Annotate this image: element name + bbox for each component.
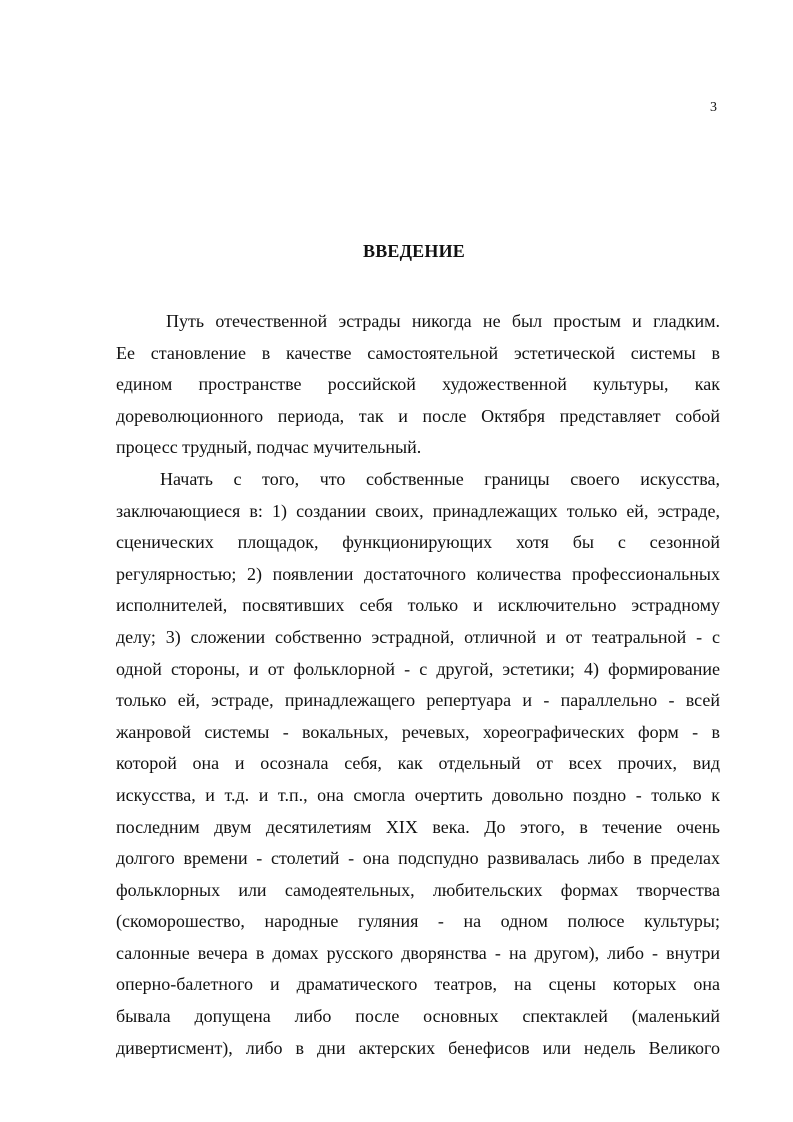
- text-line: регулярностью; 2) появлении достаточного количества профессиональных: [116, 563, 720, 584]
- text-line: жанровой системы - вокальных, речевых, хореографических форм - в: [116, 721, 720, 742]
- text-line: процесс трудный, подчас мучительный.: [116, 437, 422, 458]
- text-line: бывала допущена либо после основных спектаклей (маленький: [116, 1006, 720, 1027]
- text-line: долгого времени - столетий - она подспудно развивалась либо в пределах: [116, 848, 720, 869]
- text-line: Ее становление в качестве самостоятельной эстетической системы в: [116, 342, 720, 363]
- text-line: оперно-балетного и драматического театров, на сцены которых она: [116, 974, 720, 995]
- text-line: одной стороны, и от фольклорной - с другой, эстетики; 4) формирование: [116, 658, 720, 679]
- text-line: которой она и осознала себя, как отдельный от всех прочих, вид: [116, 753, 720, 774]
- text-line: салонные вечера в домах русского дворянства - на другом), либо - внутри: [116, 942, 720, 963]
- text-line: едином пространстве российской художественной культуры, как: [116, 374, 720, 395]
- text-line: искусства, и т.д. и т.п., она смогла очертить довольно поздно - только к: [116, 784, 720, 805]
- text-line: последним двум десятилетиям XIX века. До этого, в течение очень: [116, 816, 720, 837]
- text-line: дореволюционного периода, так и после Октября представляет собой: [116, 405, 720, 426]
- text-line: заключающиеся в: 1) создании своих, принадлежащих только ей, эстраде,: [116, 500, 720, 521]
- body-text: [116, 306, 720, 1064]
- text-line: исполнителей, посвятивших себя только и исключительно эстрадному: [116, 595, 720, 616]
- text-line: сценических площадок, функционирующих хотя бы с сезонной: [116, 532, 720, 553]
- text-line: дивертисмент), либо в дни актерских бенефисов или недель Великого: [116, 1037, 720, 1058]
- text-line: только ей, эстраде, принадлежащего репертуара и - параллельно - всей: [116, 690, 720, 711]
- text-line: (скоморошество, народные гуляния - на одном полюсе культуры;: [116, 911, 720, 932]
- page-title: ВВЕДЕНИЕ: [362, 241, 465, 261]
- page-number: 3: [710, 100, 717, 115]
- text-line: Начать с того, что собственные границы своего искусства,: [160, 468, 720, 489]
- text-line: делу; 3) сложении собственно эстрадной, отличной и от театральной - с: [116, 626, 720, 647]
- text-line: Путь отечественной эстрады никогда не был простым и гладким.: [166, 311, 720, 331]
- text-line: фольклорных или самодеятельных, любительских формах творчества: [116, 879, 720, 900]
